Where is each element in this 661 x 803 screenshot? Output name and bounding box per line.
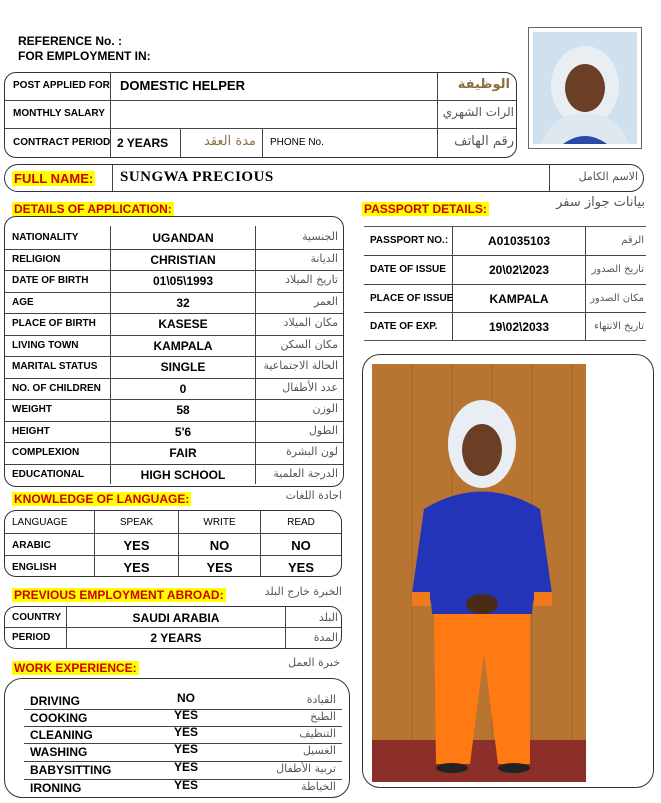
detail-value: UGANDAN [152, 231, 214, 245]
passport-label: DATE OF ISSUE [370, 263, 446, 275]
passport-heading: PASSPORT DETAILS: [364, 202, 487, 216]
work-ar: الطبخ [310, 710, 336, 723]
work-label: COOKING [30, 711, 88, 725]
detail-ar: الديانة [310, 251, 338, 265]
passport-value: 20\02\2023 [488, 262, 550, 277]
detail-ar: لون البشرة [286, 445, 338, 458]
detail-ar: الجنسية [302, 230, 338, 243]
passport-photo [533, 32, 637, 144]
country-label: COUNTRY [12, 612, 62, 623]
detail-value: FAIR [169, 446, 197, 460]
passport-label: PLACE OF ISSUE [370, 292, 454, 304]
passport-ar: مكان الصدور [590, 292, 644, 304]
detail-value: KAMPALA [153, 338, 213, 353]
phone-ar: رقم الهاتف [454, 134, 514, 149]
detail-ar: مكان الميلاد [283, 316, 338, 329]
work-value: YES [173, 708, 198, 722]
language-column-header: READ [287, 517, 315, 528]
passport-value: A01035103 [487, 234, 551, 248]
work-ar: الغسيل [302, 744, 336, 757]
post-label: POST APPLIED FOR [13, 80, 110, 91]
fullname-ar: الاسم الكامل [578, 170, 638, 183]
reference-label: REFERENCE No. : [18, 34, 123, 48]
detail-label: WEIGHT [12, 404, 52, 415]
details-heading: DETAILS OF APPLICATION: [14, 202, 172, 216]
work-label: CLEANING [30, 728, 93, 742]
fullbody-photo [372, 364, 586, 782]
previous-heading-ar: الخبرة خارج البلد [264, 585, 342, 598]
work-heading: WORK EXPERIENCE: [14, 661, 137, 675]
passport-label: DATE OF EXP. [370, 321, 438, 333]
detail-label: EDUCATIONAL [12, 468, 85, 480]
passport-label: PASSPORT NO.: [370, 235, 449, 246]
detail-value: 01\05\1993 [152, 274, 214, 288]
detail-value: 58 [176, 403, 190, 417]
work-ar: القيادة [306, 693, 336, 706]
detail-ar: العمر [313, 294, 338, 308]
detail-value: CHRISTIAN [150, 252, 216, 267]
post-value: DOMESTIC HELPER [120, 78, 245, 93]
language-cell: YES [287, 560, 314, 575]
passport-value: 19\02\2033 [488, 320, 550, 335]
detail-label: COMPLEXION [12, 447, 80, 458]
detail-value: KASESE [158, 317, 208, 331]
language-heading: KNOWLEDGE OF LANGUAGE: [14, 492, 190, 506]
language-column-header: SPEAK [119, 517, 154, 528]
detail-ar: الدرجة العلمية [273, 466, 338, 480]
work-label: DRIVING [30, 694, 81, 708]
previous-heading: PREVIOUS EMPLOYMENT ABROAD: [14, 588, 224, 602]
work-label: BABYSITTING [30, 763, 112, 777]
fullname-box [4, 164, 644, 192]
language-cell: NO [291, 538, 311, 553]
detail-label: DATE OF BIRTH [12, 275, 89, 286]
work-value: YES [173, 742, 198, 756]
phone-label: PHONE No. [270, 137, 324, 148]
work-label: IRONING [30, 781, 82, 795]
detail-value: 32 [176, 295, 190, 310]
work-ar: التنظيف [299, 727, 336, 740]
period-ar: المدة [313, 631, 338, 644]
detail-label: RELIGION [12, 253, 61, 265]
language-heading-ar: اجادة اللغات [285, 489, 342, 502]
detail-label: NATIONALITY [12, 232, 79, 243]
passport-ar: تاريخ الصدور [591, 263, 644, 275]
detail-label: NO. OF CHILDREN [12, 382, 101, 394]
passport-heading-ar: بيانات جواز سفر [556, 195, 645, 210]
detail-ar: الحالة الاجتماعية [263, 359, 338, 372]
detail-ar: عدد الأطفال [282, 380, 338, 394]
language-cell: YES [123, 560, 150, 575]
language-column-header: WRITE [203, 517, 236, 528]
detail-ar: تاريخ الميلاد [285, 273, 338, 286]
contract-ar: مدة العقد [204, 134, 256, 149]
detail-value: HIGH SCHOOL [140, 467, 226, 482]
work-value: YES [173, 725, 198, 739]
language-cell: NO [209, 538, 230, 553]
detail-ar: الوزن [312, 402, 338, 415]
detail-ar: الطول [308, 423, 338, 437]
fullname-label: FULL NAME: [14, 171, 94, 186]
fullname-value: SUNGWA PRECIOUS [120, 169, 274, 185]
passport-ar: الرقم [621, 235, 644, 246]
passport-ar: تاريخ الانتهاء [594, 321, 644, 333]
employment-label: FOR EMPLOYMENT IN: [18, 49, 151, 63]
work-value: YES [173, 778, 198, 792]
detail-value: 0 [179, 381, 187, 396]
work-ar: تربية الأطفال [276, 762, 336, 775]
detail-value: 5'6 [174, 424, 192, 439]
period-value: 2 YEARS [150, 631, 202, 645]
country-ar: البلد [318, 611, 338, 624]
passport-photo-frame [528, 27, 642, 149]
detail-label: MARITAL STATUS [12, 361, 98, 372]
detail-label: AGE [12, 296, 34, 308]
detail-label: PLACE OF BIRTH [12, 318, 96, 329]
detail-label: HEIGHT [12, 425, 50, 437]
detail-label: LIVING TOWN [12, 339, 79, 351]
language-cell: YES [206, 560, 233, 575]
language-cell: YES [123, 538, 150, 553]
work-value: NO [177, 691, 195, 705]
language-column-header: LANGUAGE [12, 517, 68, 528]
work-ar: الخياطة [301, 780, 336, 793]
contract-value: 2 YEARS [117, 136, 169, 150]
period-label: PERIOD [12, 632, 51, 643]
work-heading-ar: خبرة العمل [288, 656, 340, 669]
language-cell: ARABIC [12, 540, 51, 551]
work-value: YES [173, 760, 198, 774]
salary-ar: الرات الشهري [442, 105, 514, 119]
post-ar: الوظيفة [457, 77, 510, 92]
work-label: WASHING [30, 745, 88, 759]
salary-label: MONTHLY SALARY [13, 108, 105, 119]
detail-value: SINGLE [160, 360, 206, 374]
contract-label: CONTRACT PERIOD [13, 137, 111, 148]
detail-ar: مكان السكن [280, 337, 338, 351]
passport-value: KAMPALA [489, 291, 549, 306]
country-value: SAUDI ARABIA [132, 611, 220, 625]
language-cell: ENGLISH [12, 562, 57, 573]
